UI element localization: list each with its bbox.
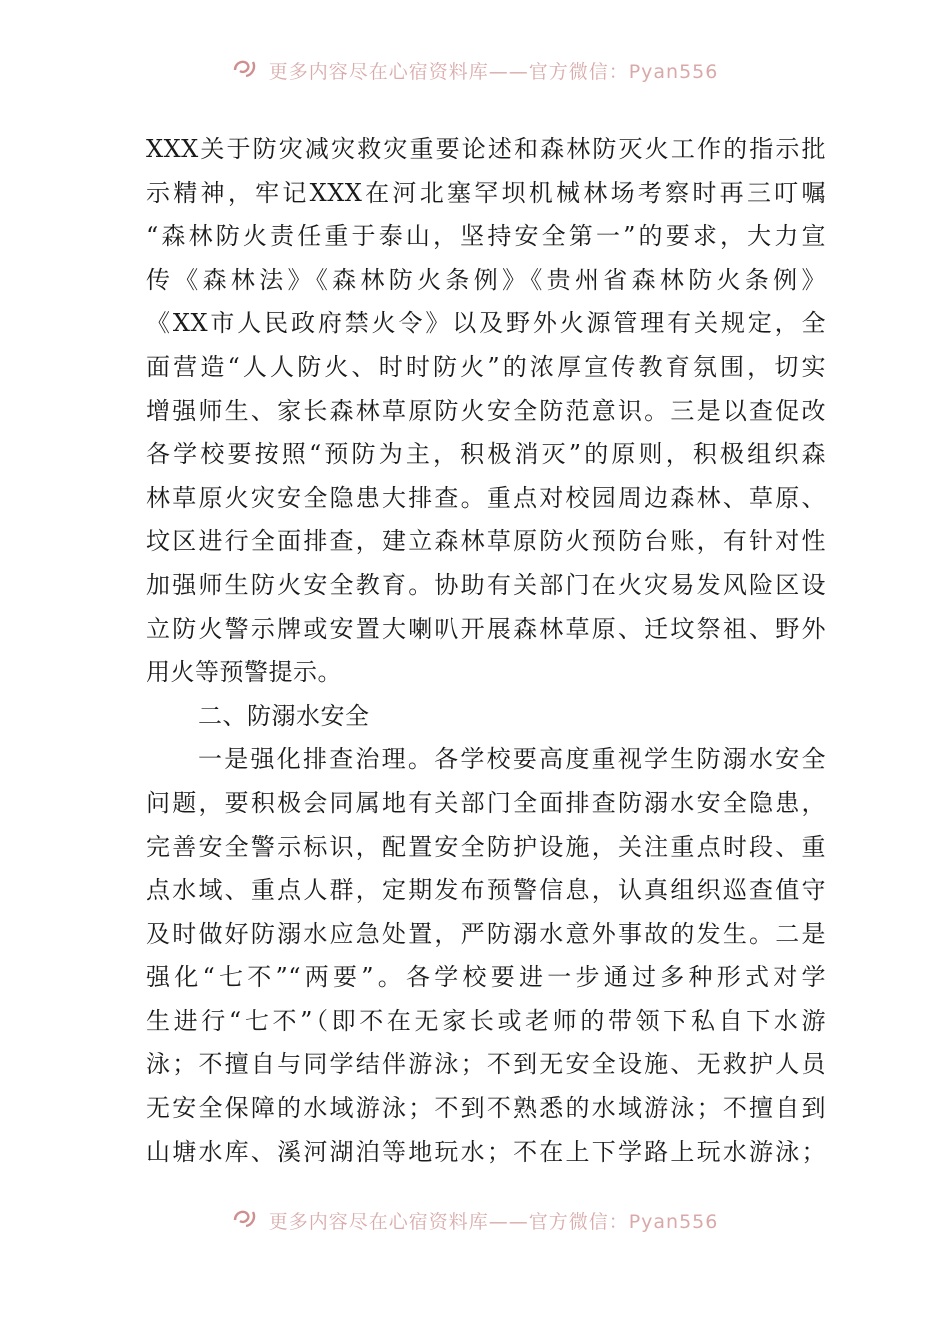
- text-line: 完善安全警示标识，配置安全防护设施，关注重点时段、重: [146, 832, 826, 861]
- footer-watermark: [0, 1206, 950, 1240]
- text-line: 问题，要积极会同属地有关部门全面排查防溺水安全隐患，: [146, 788, 826, 817]
- text-line: 无安全保障的水域游泳；不到不熟悉的水域游泳；不擅自到: [146, 1094, 826, 1123]
- text-line: 一是强化排查治理。各学校要高度重视学生防溺水安全: [198, 745, 826, 774]
- text-line: 坟区进行全面排查，建立森林草原防火预防台账，有针对性: [146, 527, 826, 556]
- text-line: 生进行“七不”（即不在无家长或老师的带领下私自下水游: [146, 1006, 826, 1035]
- text-line: “森林防火责任重于泰山，坚持安全第一”的要求，大力宣: [146, 222, 826, 251]
- text-line: 各学校要按照“预防为主，积极消灭”的原则，积极组织森: [146, 440, 826, 469]
- header-watermark: [0, 56, 950, 90]
- text-line: 及时做好防溺水应急处置，严防溺水意外事故的发生。二是: [146, 919, 826, 948]
- text-line: 加强师生防火安全教育。协助有关部门在火灾易发风险区设: [146, 570, 826, 599]
- document-body: [146, 128, 826, 1174]
- text-line: 增强师生、家长森林草原防火安全防范意识。三是以查促改: [146, 396, 826, 425]
- text-line: 山塘水库、溪河湖泊等地玩水；不在上下学路上玩水游泳；: [146, 1137, 826, 1166]
- text-line: 用火等预警提示。: [146, 658, 342, 687]
- text-line: 面营造“人人防火、时时防火”的浓厚宣传教育氛围，切实: [146, 352, 826, 381]
- text-line: 林草原火灾安全隐患大排查。重点对校园周边森林、草原、: [146, 483, 826, 512]
- text-line: 立防火警示牌或安置大喇叭开展森林草原、迁坟祭祖、野外: [146, 614, 826, 643]
- watermark-logo-icon: [232, 56, 258, 85]
- watermark-logo-icon: [232, 1206, 258, 1235]
- text-line: 传《森林法》《森林防火条例》《贵州省森林防火条例》: [146, 265, 826, 294]
- text-line: 泳；不擅自与同学结伴游泳；不到无安全设施、无救护人员: [146, 1050, 826, 1079]
- footer-watermark-text: 更多内容尽在心宿资料库——官方微信：Pyan556: [268, 1211, 719, 1233]
- header-watermark-text: 更多内容尽在心宿资料库——官方微信：Pyan556: [268, 61, 719, 83]
- text-line: 点水域、重点人群，定期发布预警信息，认真组织巡查值守: [146, 876, 826, 905]
- text-line: 示精神，牢记XXX在河北塞罕坝机械林场考察时再三叮嘱: [146, 178, 826, 207]
- text-line: 《XX市人民政府禁火令》以及野外火源管理有关规定，全: [146, 309, 826, 338]
- text-line: 强化“七不”“两要”。各学校要进一步通过多种形式对学: [146, 963, 826, 992]
- section-heading: 二、防溺水安全: [198, 701, 370, 730]
- text-line: XXX关于防灾减灾救灾重要论述和森林防灭火工作的指示批: [146, 135, 826, 163]
